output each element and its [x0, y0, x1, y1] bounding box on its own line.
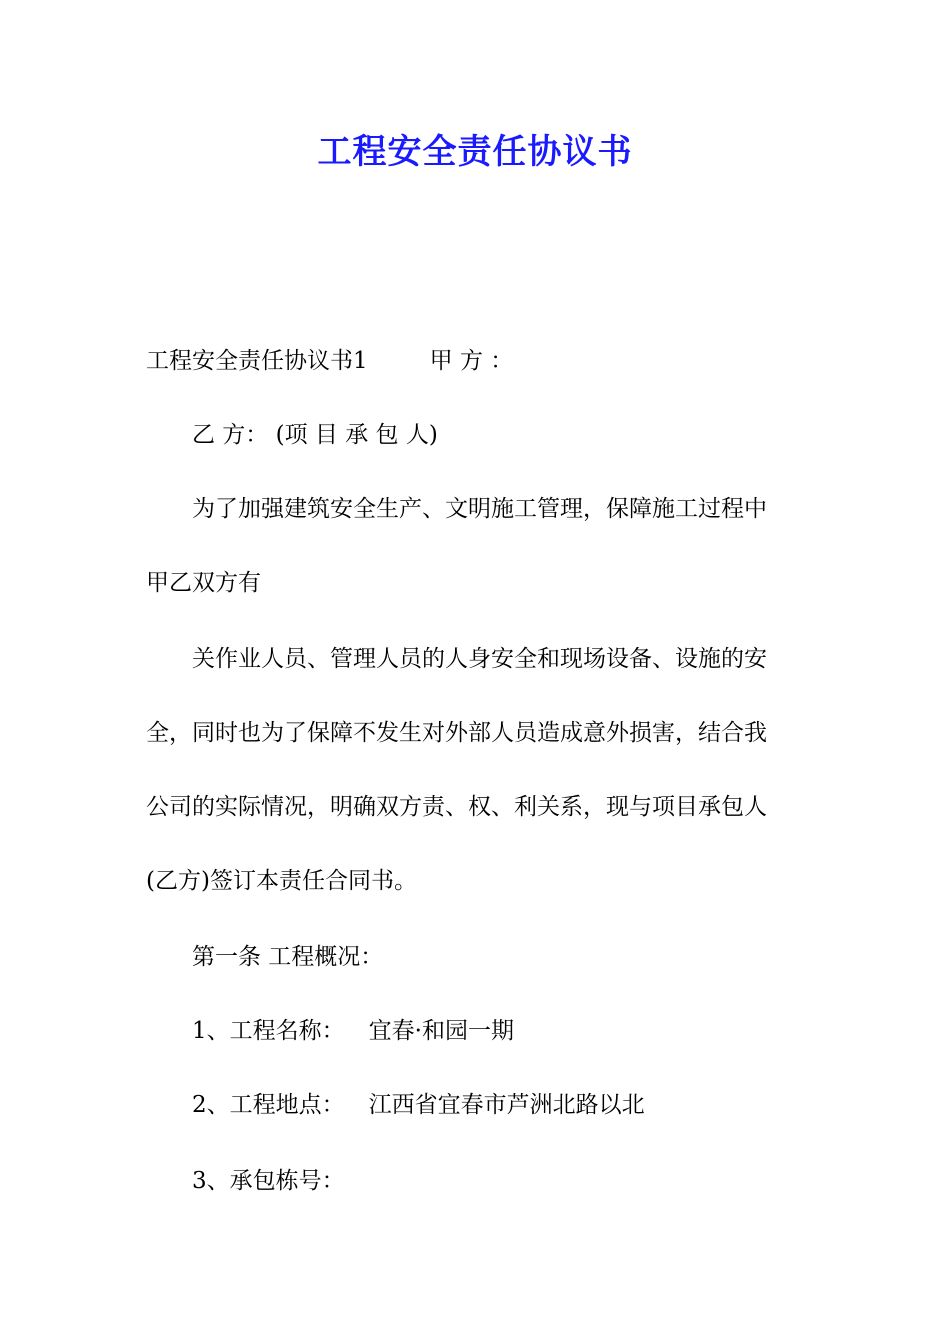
project-name-label: 1、工程名称：	[192, 1018, 345, 1044]
paragraph-1-line-2: 甲乙双方有	[146, 570, 261, 596]
project-location-label: 2、工程地点：	[192, 1092, 345, 1118]
project-location-line	[192, 1088, 862, 1122]
party-a-label: 甲 方 ：	[429, 348, 514, 374]
header-line	[146, 344, 816, 378]
subtitle: 工程安全责任协议书1	[146, 348, 368, 374]
paragraph-2-line-2: 全，同时也为了保障不发生对外部人员造成意外损害，结合我	[146, 720, 767, 746]
paragraph-2-line-3: 公司的实际情况，明确双方责、权、利关系，现与项目承包人	[146, 794, 767, 820]
party-b-line: 乙 方： (项 目 承 包 人)	[192, 422, 438, 448]
project-name-value: 宜春·和园一期	[368, 1018, 514, 1044]
paragraph-2-line-4: (乙方)签订本责任合同书。	[146, 868, 417, 894]
building-number-label: 3、承包栋号：	[192, 1168, 345, 1194]
document-title: 工程安全责任协议书	[317, 132, 633, 172]
project-location-value: 江西省宜春市芦洲北路以北	[368, 1092, 645, 1118]
paragraph-2-line-1: 关作业人员、管理人员的人身安全和现场设备、设施的安	[192, 646, 767, 672]
article-1-heading: 第一条 工程概况：	[192, 944, 384, 970]
project-name-line	[192, 1014, 862, 1048]
paragraph-1-line-1: 为了加强建筑安全生产、文明施工管理，保障施工过程中	[192, 496, 767, 522]
